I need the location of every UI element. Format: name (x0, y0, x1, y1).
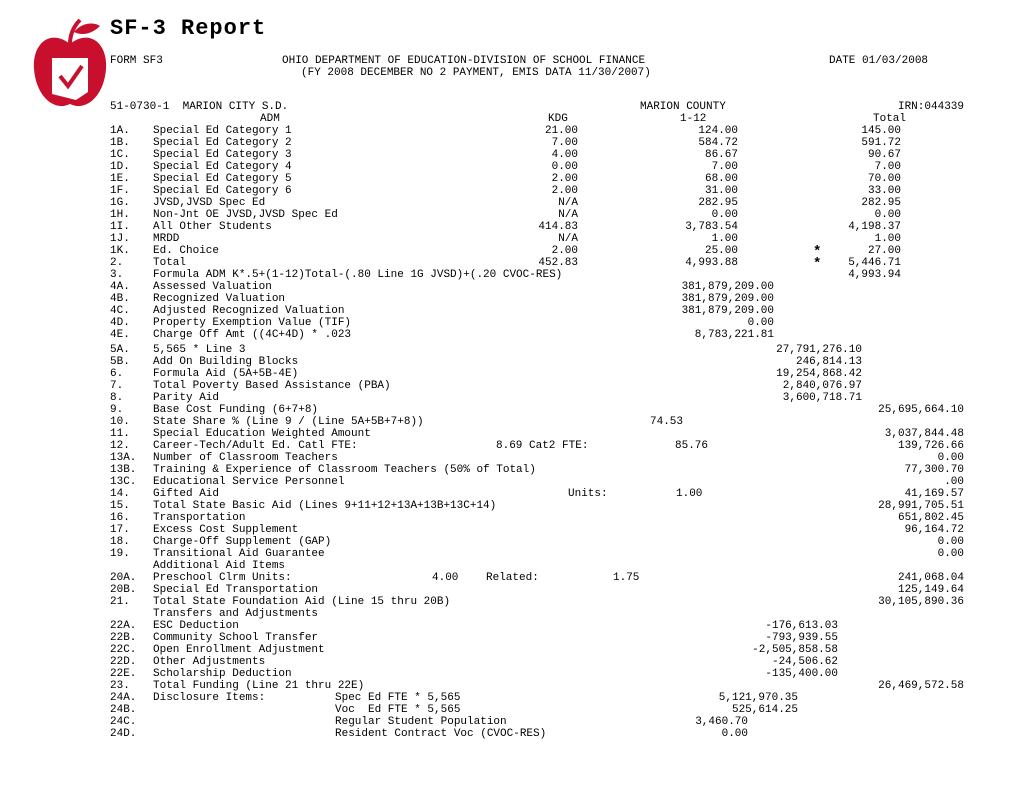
report-date: DATE 01/03/2008 (829, 55, 929, 67)
line-label: JVSD,JVSD Spec Ed (153, 197, 266, 209)
line-label: Special Ed Category 4 (153, 161, 292, 173)
line-value: 3,600,718.71 (782, 392, 862, 404)
g112-value: 68.00 (704, 173, 738, 185)
line-label: Add On Building Blocks (153, 356, 299, 368)
g112-value: 31.00 (704, 185, 738, 197)
line-label: Other Adjustments (153, 656, 266, 668)
line-code: 10. (110, 416, 130, 428)
line-label: Parity Aid (153, 392, 220, 404)
total-value: 0.00 (874, 209, 901, 221)
line-label: Assessed Valuation (153, 281, 272, 293)
line-code: 1I. (110, 221, 130, 233)
line-13c-row (110, 476, 970, 488)
line-value: 4,993.94 (848, 269, 901, 281)
line-label: All Other Students (153, 221, 272, 233)
line-code: 1J. (110, 233, 130, 245)
line-label: Special Ed Category 1 (153, 125, 292, 137)
line-label: Open Enrollment Adjustment (153, 644, 325, 656)
line-code: 5B. (110, 356, 130, 368)
g112-value: 7.00 (711, 161, 738, 173)
line-value: 0.00 (721, 728, 748, 740)
adm-row (110, 197, 970, 209)
line-17-row (110, 524, 970, 536)
adjustment-row (110, 632, 970, 644)
line-label: Special Ed Category 6 (153, 185, 292, 197)
adm-row (110, 221, 970, 233)
aid-row (110, 392, 970, 404)
line-code: 1E. (110, 173, 130, 185)
line-label: Career-Tech/Adult Ed. Catl FTE: (153, 440, 358, 452)
line-16-row (110, 512, 970, 524)
line-label: Number of Classroom Teachers (153, 452, 338, 464)
line-value: 28,991,705.51 (878, 500, 964, 512)
asterisk-marker: * (813, 244, 822, 260)
kdg-value: 2.00 (551, 185, 578, 197)
adm-header-row (110, 113, 970, 125)
g112-value: 3,783.54 (685, 221, 738, 233)
line-24d-row (110, 728, 970, 740)
kdg-value: 4.00 (551, 149, 578, 161)
adjustment-row (110, 656, 970, 668)
aid-row (110, 344, 970, 356)
line-value: 3,460.70 (695, 716, 748, 728)
kdg-value: N/A (558, 197, 578, 209)
line-18-row (110, 536, 970, 548)
line-label: Disclosure Items: (153, 692, 266, 704)
district-code-name: 51-0730-1 MARION CITY S.D. (110, 101, 289, 113)
line-value: 246,814.13 (795, 356, 862, 368)
aid-row (110, 368, 970, 380)
line-label: Community School Transfer (153, 632, 319, 644)
line-code: 1F. (110, 185, 130, 197)
line-value: 241,068.04 (897, 572, 964, 584)
total-value: 90.67 (867, 149, 901, 161)
line-code: 9. (110, 404, 124, 416)
total-value: 282.95 (861, 197, 901, 209)
total-value: 70.00 (867, 173, 901, 185)
line-code: 3. (110, 269, 124, 281)
adm-row (110, 233, 970, 245)
line-label: Total Poverty Based Assistance (PBA) (153, 380, 391, 392)
line-label: State Share % (Line 9 / (Line 5A+5B+7+8)) (153, 416, 424, 428)
line-21-row (110, 596, 970, 608)
line-code: 1A. (110, 125, 130, 137)
kdg-value: 2.00 (551, 173, 578, 185)
kdg-value: 7.00 (551, 137, 578, 149)
col-kdg-header: KDG (548, 113, 568, 125)
units-value: 1.00 (676, 488, 703, 500)
line-label: Scholarship Deduction (153, 668, 292, 680)
valuation-row (110, 281, 970, 293)
line-value: 41,169.57 (904, 488, 964, 500)
disclosure-label: Regular Student Population (335, 716, 507, 728)
units-label: Units: (568, 488, 608, 500)
line-value: 381,879,209.00 (681, 305, 774, 317)
total-value: 33.00 (867, 185, 901, 197)
line-code: 4D. (110, 317, 130, 329)
col-112-header: 1-12 (680, 113, 707, 125)
section-heading: Transfers and Adjustments (153, 608, 319, 620)
irn: IRN:044339 (897, 101, 964, 113)
line-label: Special Education Weighted Amount (153, 428, 371, 440)
kdg-value: 414.83 (538, 221, 578, 233)
disclosure-label: Voc Ed FTE * 5,565 (335, 704, 461, 716)
line-24c-row (110, 716, 970, 728)
line-value: -176,613.03 (765, 620, 838, 632)
adm-row (110, 209, 970, 221)
kdg-value: 2.00 (551, 245, 578, 257)
line-23-row (110, 680, 970, 692)
sf3-report-body (110, 101, 970, 751)
line-19-row (110, 548, 970, 560)
line-label: Base Cost Funding (6+7+8) (153, 404, 319, 416)
agency-line-1: OHIO DEPARTMENT OF EDUCATION-DIVISION OF SCHOOL FINANCE (282, 55, 646, 67)
line-13a-row (110, 452, 970, 464)
line-12-row (110, 440, 970, 452)
line-code: 22C. (110, 644, 137, 656)
g112-value: 124.00 (698, 125, 738, 137)
line-code: 16. (110, 512, 130, 524)
line-value: -2,505,858.58 (752, 644, 838, 656)
total-value: 4,198.37 (848, 221, 901, 233)
adm-row (110, 149, 970, 161)
line-code: 22A. (110, 620, 137, 632)
line-value: 27,791,276.10 (776, 344, 862, 356)
line-label: Special Ed Transportation (153, 584, 319, 596)
valuation-row (110, 329, 970, 341)
line-11-row (110, 428, 970, 440)
adm-row (110, 173, 970, 185)
g112-value: 282.95 (698, 197, 738, 209)
apple-logo-icon (30, 14, 110, 114)
line-value: 0.00 (937, 536, 964, 548)
line-label: Formula ADM K*.5+(1-12)Total-(.80 Line 1G JVSD)+(.20 CVOC-RES) (153, 269, 563, 281)
g112-value: 86.67 (704, 149, 738, 161)
line-20a-row (110, 572, 970, 584)
units-value: 4.00 (432, 572, 459, 584)
line-value: 0.00 (937, 548, 964, 560)
adm-row (110, 137, 970, 149)
line-20b-row (110, 584, 970, 596)
line-15-row (110, 500, 970, 512)
line-9-row (110, 404, 970, 416)
line-code: 13B. (110, 464, 137, 476)
line-label: Total State Basic Aid (Lines 9+11+12+13A+13B+13C+14) (153, 500, 497, 512)
line-label: Special Ed Category 2 (153, 137, 292, 149)
line-value: .00 (944, 476, 964, 488)
line-code: 18. (110, 536, 130, 548)
line-value: 125,149.64 (897, 584, 964, 596)
valuation-row (110, 293, 970, 305)
line-code: 4A. (110, 281, 130, 293)
line-value: 525,614.25 (731, 704, 798, 716)
line-code: 7. (110, 380, 124, 392)
line-14-row (110, 488, 970, 500)
g112-value: 4,993.88 (685, 257, 738, 269)
additional-aid-heading (110, 560, 970, 572)
line-value: 30,105,890.36 (878, 596, 964, 608)
line-code: 4C. (110, 305, 130, 317)
line-label: Total Funding (Line 21 thru 22E) (153, 680, 365, 692)
line-label: ESC Deduction (153, 620, 239, 632)
line-code: 1H. (110, 209, 130, 221)
line-code: 6. (110, 368, 124, 380)
valuation-row (110, 317, 970, 329)
line-code: 20A. (110, 572, 137, 584)
line-label: Educational Service Personnel (153, 476, 345, 488)
kdg-value: N/A (558, 209, 578, 221)
line-value: 381,879,209.00 (681, 281, 774, 293)
line-value: 0.00 (937, 452, 964, 464)
line-code: 5A. (110, 344, 130, 356)
adjustment-row (110, 668, 970, 680)
line-code: 1C. (110, 149, 130, 161)
adjustment-row (110, 644, 970, 656)
line-24a-row (110, 692, 970, 704)
transfers-heading (110, 608, 970, 620)
line-code: 17. (110, 524, 130, 536)
line-code: 23. (110, 680, 130, 692)
line-value: 651,802.45 (897, 512, 964, 524)
adm-row (110, 245, 970, 257)
line-label: Excess Cost Supplement (153, 524, 299, 536)
line-value: 77,300.70 (904, 464, 964, 476)
line-code: 8. (110, 392, 124, 404)
line-value: 26,469,572.58 (878, 680, 964, 692)
disclosure-label: Spec Ed FTE * 5,565 (335, 692, 461, 704)
adm-heading: ADM (260, 113, 280, 125)
line-label: Training & Experience of Classroom Teachers (50% of Total) (153, 464, 536, 476)
valuation-row (110, 305, 970, 317)
line-code: 20B. (110, 584, 137, 596)
line-code: 11. (110, 428, 130, 440)
cat2-label: 8.69 Cat2 FTE: (496, 440, 589, 452)
line-3-row (110, 269, 970, 281)
line-value: 5,121,970.35 (718, 692, 798, 704)
aid-row (110, 380, 970, 392)
line-label: Special Ed Category 5 (153, 173, 292, 185)
total-value: 7.00 (874, 161, 901, 173)
line-label: Non-Jnt OE JVSD,JVSD Spec Ed (153, 209, 338, 221)
g112-value: 25.00 (704, 245, 738, 257)
line-code: 1K. (110, 245, 130, 257)
line-label: Total (153, 257, 187, 269)
line-code: 19. (110, 548, 130, 560)
adjustment-row (110, 620, 970, 632)
line-code: 1D. (110, 161, 130, 173)
line-label: Ed. Choice (153, 245, 220, 257)
line-code: 22B. (110, 632, 137, 644)
line-code: 22D. (110, 656, 137, 668)
line-code: 24A. (110, 692, 137, 704)
g112-value: 0.00 (711, 209, 738, 221)
line-value: -793,939.55 (765, 632, 838, 644)
cat2-value: 85.76 (675, 440, 709, 452)
line-value: 3,037,844.48 (884, 428, 964, 440)
adm-row (110, 125, 970, 137)
line-24b-row (110, 704, 970, 716)
line-value: -24,506.62 (771, 656, 838, 668)
related-label: Related: (486, 572, 539, 584)
form-id: FORM SF3 (110, 55, 163, 67)
line-code: 24C. (110, 716, 137, 728)
aid-row (110, 356, 970, 368)
line-label: MRDD (153, 233, 180, 245)
line-code: 14. (110, 488, 130, 500)
kdg-value: N/A (558, 233, 578, 245)
line-label: Recognized Valuation (153, 293, 286, 305)
line-code: 4B. (110, 293, 130, 305)
line-label: Gifted Aid (153, 488, 220, 500)
line-label: Charge-Off Supplement (GAP) (153, 536, 332, 548)
county-name: MARION COUNTY (640, 101, 726, 113)
line-value: 19,254,868.42 (776, 368, 862, 380)
line-label: Charge Off Amt ((4C+4D) * .023 (153, 329, 352, 341)
line-code: 24B. (110, 704, 137, 716)
district-row (110, 101, 970, 113)
total-value: 27.00 (867, 245, 901, 257)
report-title: SF-3 Report (110, 16, 267, 41)
line-label: Property Exemption Value (TIF) (153, 317, 352, 329)
line-code: 15. (110, 500, 130, 512)
line-label: Formula Aid (5A+5B-4E) (153, 368, 299, 380)
total-value: 5,446.71 (848, 257, 901, 269)
line-label: Transportation (153, 512, 246, 524)
total-value: 145.00 (861, 125, 901, 137)
line-value: 8,783,221.81 (694, 329, 774, 341)
line-label: 5,565 * Line 3 (153, 344, 246, 356)
line-value: 139,726.66 (897, 440, 964, 452)
total-value: 1.00 (874, 233, 901, 245)
line-code: 13C. (110, 476, 137, 488)
line-code: 4E. (110, 329, 130, 341)
line-code: 22E. (110, 668, 137, 680)
adm-row (110, 161, 970, 173)
adm-row (110, 257, 970, 269)
line-value: 25,695,664.10 (878, 404, 964, 416)
g112-value: 584.72 (698, 137, 738, 149)
kdg-value: 452.83 (538, 257, 578, 269)
total-value: 591.72 (861, 137, 901, 149)
line-code: 2. (110, 257, 124, 269)
agency-line-2: (FY 2008 DECEMBER NO 2 PAYMENT, EMIS DATA 11/30/2007) (301, 67, 651, 79)
line-value: 381,879,209.00 (681, 293, 774, 305)
line-code: 1B. (110, 137, 130, 149)
line-label: Total State Foundation Aid (Line 15 thru 20B) (153, 596, 451, 608)
asterisk-marker: * (813, 256, 822, 272)
line-value: 96,164.72 (904, 524, 964, 536)
line-code: 13A. (110, 452, 137, 464)
line-13b-row (110, 464, 970, 476)
line-code: 24D. (110, 728, 137, 740)
related-value: 1.75 (613, 572, 640, 584)
line-label: Adjusted Recognized Valuation (153, 305, 345, 317)
line-code: 21. (110, 596, 130, 608)
line-value: 2,840,076.97 (782, 380, 862, 392)
line-10-row (110, 416, 970, 428)
kdg-value: 0.00 (551, 161, 578, 173)
line-label: Special Ed Category 3 (153, 149, 292, 161)
line-value: 74.53 (650, 416, 684, 428)
g112-value: 1.00 (711, 233, 738, 245)
line-value: -135,400.00 (765, 668, 838, 680)
line-code: 1G. (110, 197, 130, 209)
line-label: Preschool Clrm Units: (153, 572, 292, 584)
disclosure-label: Resident Contract Voc (CVOC-RES) (335, 728, 547, 740)
adm-row (110, 185, 970, 197)
section-heading: Additional Aid Items (153, 560, 286, 572)
line-value: 0.00 (747, 317, 774, 329)
line-code: 12. (110, 440, 130, 452)
kdg-value: 21.00 (544, 125, 578, 137)
col-total-header: Total (873, 113, 907, 125)
line-label: Transitional Aid Guarantee (153, 548, 325, 560)
